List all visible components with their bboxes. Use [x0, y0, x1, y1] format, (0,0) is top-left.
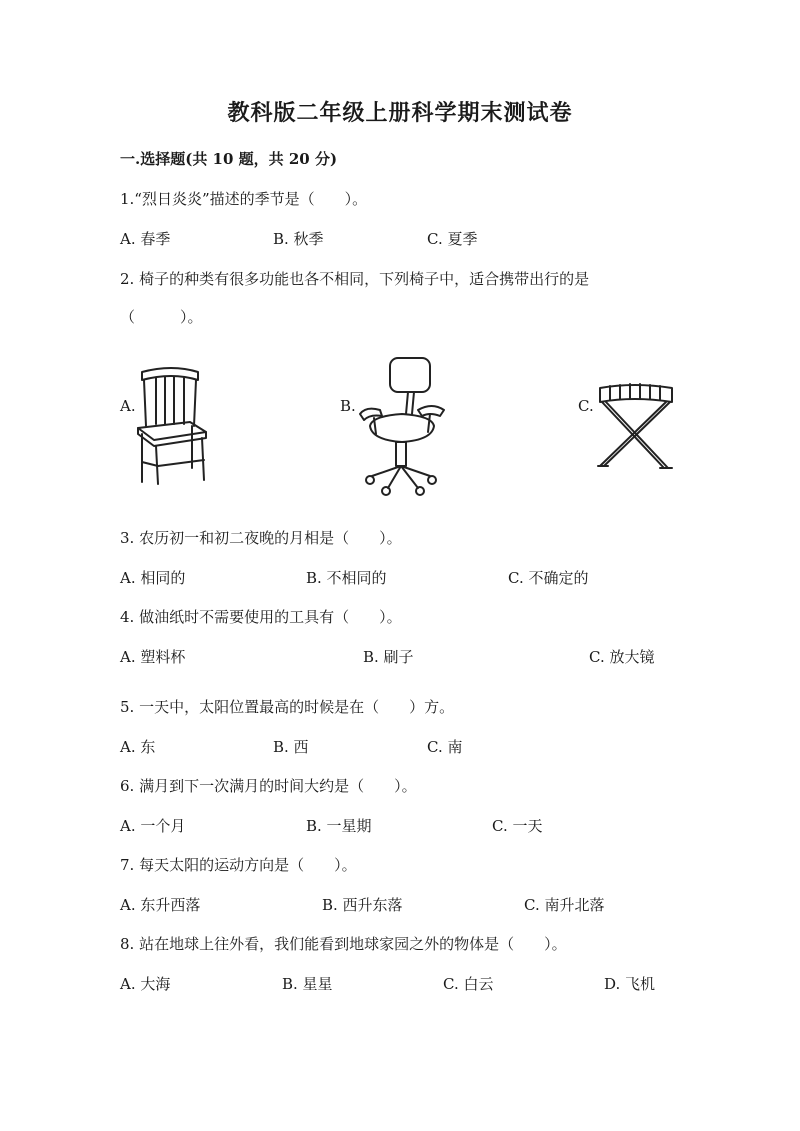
q1-option-b: B. 秋季	[273, 230, 324, 248]
folding-stool-image	[594, 380, 678, 472]
q1-option-a: A. 春季	[120, 230, 171, 248]
section-heading: 一.选择题(共 10 题，共 20 分)	[120, 150, 338, 168]
q3-option-b: B. 不相同的	[306, 569, 387, 587]
question-2: 2. 椅子的种类有很多功能也各不相同，下列椅子中，适合携带出行的是	[120, 270, 590, 288]
q8-option-b: B. 星星	[282, 975, 333, 993]
q6-option-b: B. 一星期	[306, 817, 372, 835]
q7-option-a: A. 东升西落	[120, 896, 201, 914]
q4-option-b: B. 刷子	[363, 648, 414, 666]
question-3: 3. 农历初一和初二夜晚的月相是（ ）。	[120, 529, 402, 547]
office-swivel-chair-image	[352, 354, 448, 496]
q8-option-c: C. 白云	[443, 975, 494, 993]
question-4: 4. 做油纸时不需要使用的工具有（ ）。	[120, 608, 402, 626]
q5-option-b: B. 西	[273, 738, 309, 756]
question-1: 1.“烈日炎炎”描述的季节是（ ）。	[120, 190, 368, 208]
q8-option-a: A. 大海	[120, 975, 171, 993]
q5-option-a: A. 东	[120, 738, 156, 756]
question-6: 6. 满月到下一次满月的时间大约是（ ）。	[120, 777, 417, 795]
wooden-chair-image	[132, 362, 212, 486]
q6-option-c: C. 一天	[492, 817, 543, 835]
q7-option-c: C. 南升北落	[524, 896, 605, 914]
q8-option-d: D. 飞机	[604, 975, 656, 993]
q2-option-b: B.	[340, 397, 356, 415]
question-2-blank: （ ）。	[120, 308, 203, 326]
q7-option-b: B. 西升东落	[322, 896, 403, 914]
q5-option-c: C. 南	[427, 738, 463, 756]
q4-option-c: C. 放大镜	[589, 648, 655, 666]
q3-option-c: C. 不确定的	[508, 569, 589, 587]
q1-option-c: C. 夏季	[427, 230, 478, 248]
question-5: 5. 一天中，太阳位置最高的时候是在（ ）方。	[120, 698, 455, 716]
page-title: 教科版二年级上册科学期末测试卷	[227, 100, 573, 126]
q2-option-c: C.	[578, 397, 594, 415]
question-7: 7. 每天太阳的运动方向是（ ）。	[120, 856, 357, 874]
q6-option-a: A. 一个月	[120, 817, 186, 835]
question-8: 8. 站在地球上往外看，我们能看到地球家园之外的物体是（ ）。	[120, 935, 567, 953]
q3-option-a: A. 相同的	[120, 569, 186, 587]
q2-option-a: A.	[120, 397, 136, 415]
q4-option-a: A. 塑料杯	[120, 648, 186, 666]
